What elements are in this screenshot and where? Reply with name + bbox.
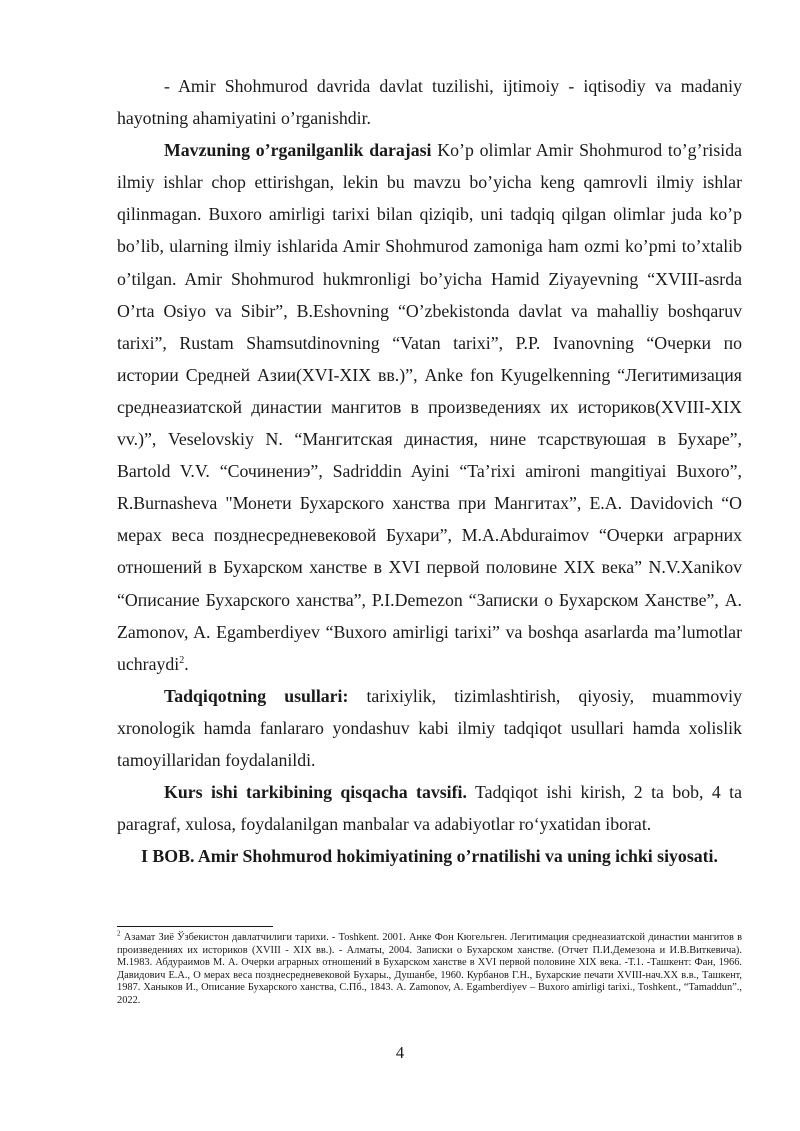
research-level-heading: Mavzuning o’rganilganlik darajasi xyxy=(164,140,432,161)
footnote-text: Азамат Зиё Ўзбекистон давлатчилиги тарихи. - Toshkent. 2001. Анке Фон Кюгельген. Легитимация среднеазиатской династии мангитов в произведениях их историков (XVIII - XIX вв.). - Алматы, 2004. Записки о Бухарском ханстве. (Отчет П.И.Демезона и И.В.Виткевича). М.1983. Абдураимов М. А. Очерки аграрных отношений в Бухарском ханстве в XVI первой половине XIX века. -Т.1. -Ташкент: Фан, 1966. Давидович Е.А., О мерах веса позднесредневековой Бухары., Душанбе, 1960. Курбанов Г.Н., Бухарские печати XVIII-нач.XX в.в., Ташкент, 1987. Ханыков И., Описание Бухарского ханства, С.Пб., 1843. A. Zamonov, A. Egamberdiyev – Buxoro amirligi tarixi., Toshkent., “Tamaddun”., 2022. xyxy=(117,932,742,1006)
footnote xyxy=(117,929,742,1008)
structure-text: Tadqiqot ishi kirish, 2 ta bob, 4 ta paragraf, xulosa, foydalanilgan manbalar va adabiyotlar ro‘yxatidan iborat. xyxy=(117,782,743,835)
page-number: 4 xyxy=(395,1043,405,1062)
chapter-heading: I BOB. Amir Shohmurod hokimiyatining o’rnatilishi va uning ichki siyosati. xyxy=(141,846,718,867)
paragraph-methods xyxy=(117,680,742,776)
footnote-divider xyxy=(117,926,273,927)
body-text xyxy=(117,70,742,872)
methods-text: tarixiylik, tizimlashtirish, qiyosiy, muammoviy xronologik hamda fanlararo yondashuv kabi ilmiy tadqiqot usullari hamda xolislik tamoyillaridan foydalanildi. xyxy=(117,685,742,770)
research-level-text: Ko’p olimlar Amir Shohmurod to’g’risida ilmiy ishlar chop ettirishgan, lekin bu mavzu bo’yicha keng qamrovli ilmiy ishlar qilinmagan. Buxoro amirligi tarixi bilan qiziqib, uni tadqiq qilgan olimlar juda ko’p bo’lib, ularning ilmiy ishlarida Amir Shohmurod zamoniga ham ozmi ko’pmi to’xtalib o’tilgan. Amir Shohmurod hukmronligi bo’yicha Hamid Ziyayevning “XVIII-asrda O’rta Osiyo va Sibir”, B.Eshovning “O’zbekistonda davlat va mahalliy boshqaruv tarixi”, Rustam Shamsutdinovning “Vatan tarixi”, P.P. Ivanovning “Очерки по истории Средней Азии(XVI-XIX вв.)”, Anke fon Kyugelkenning “Легитимизация среднеазиатской династии мангитов в произведениях их историков(XVIII-XIX vv.)”, Veselovskiy N. “Мангитская династия, нине тсарствуюшая в Бухаре”, Bartold V.V. “Сочинениэ”, Sadriddin Ayini “Ta’rixi amironi mangitiyai Buxoro”, R.Burnasheva "Монети Бухарского ханства при Мангитах”, E.A. Davidovich “О мерах веса позднесредневековой Бухари”, M.A.Abduraimov “Очерки аграрних отношений в Бухарском ханстве в XVI первой половине XIX века” N.V.Xanikov “Описание Бухарского ханства”, P.I.Demezon “Записки о Бухарском Ханстве”, A. Zamonov, A. Egamberdiyev “Buxoro amirligi tarixi” va boshqa asarlarda ma’lumotlar uchraydi xyxy=(117,140,742,674)
paragraph-research-level xyxy=(117,134,742,680)
paragraph-goal xyxy=(117,70,742,134)
research-level-end: . xyxy=(184,653,189,674)
footnote-number: 2 xyxy=(117,929,121,938)
paragraph-structure xyxy=(117,776,742,840)
methods-heading: Tadqiqotning usullari: xyxy=(164,685,349,706)
footnote-reference[interactable]: 2 xyxy=(179,654,185,666)
structure-heading: Kurs ishi tarkibining qisqacha tavsifi. xyxy=(164,782,467,803)
paragraph-goal-text: - Amir Shohmurod davrida davlat tuzilishi, ijtimoiy - iqtisodiy va madaniy hayotning ahamiyatini o’rganishdir. xyxy=(117,76,742,129)
